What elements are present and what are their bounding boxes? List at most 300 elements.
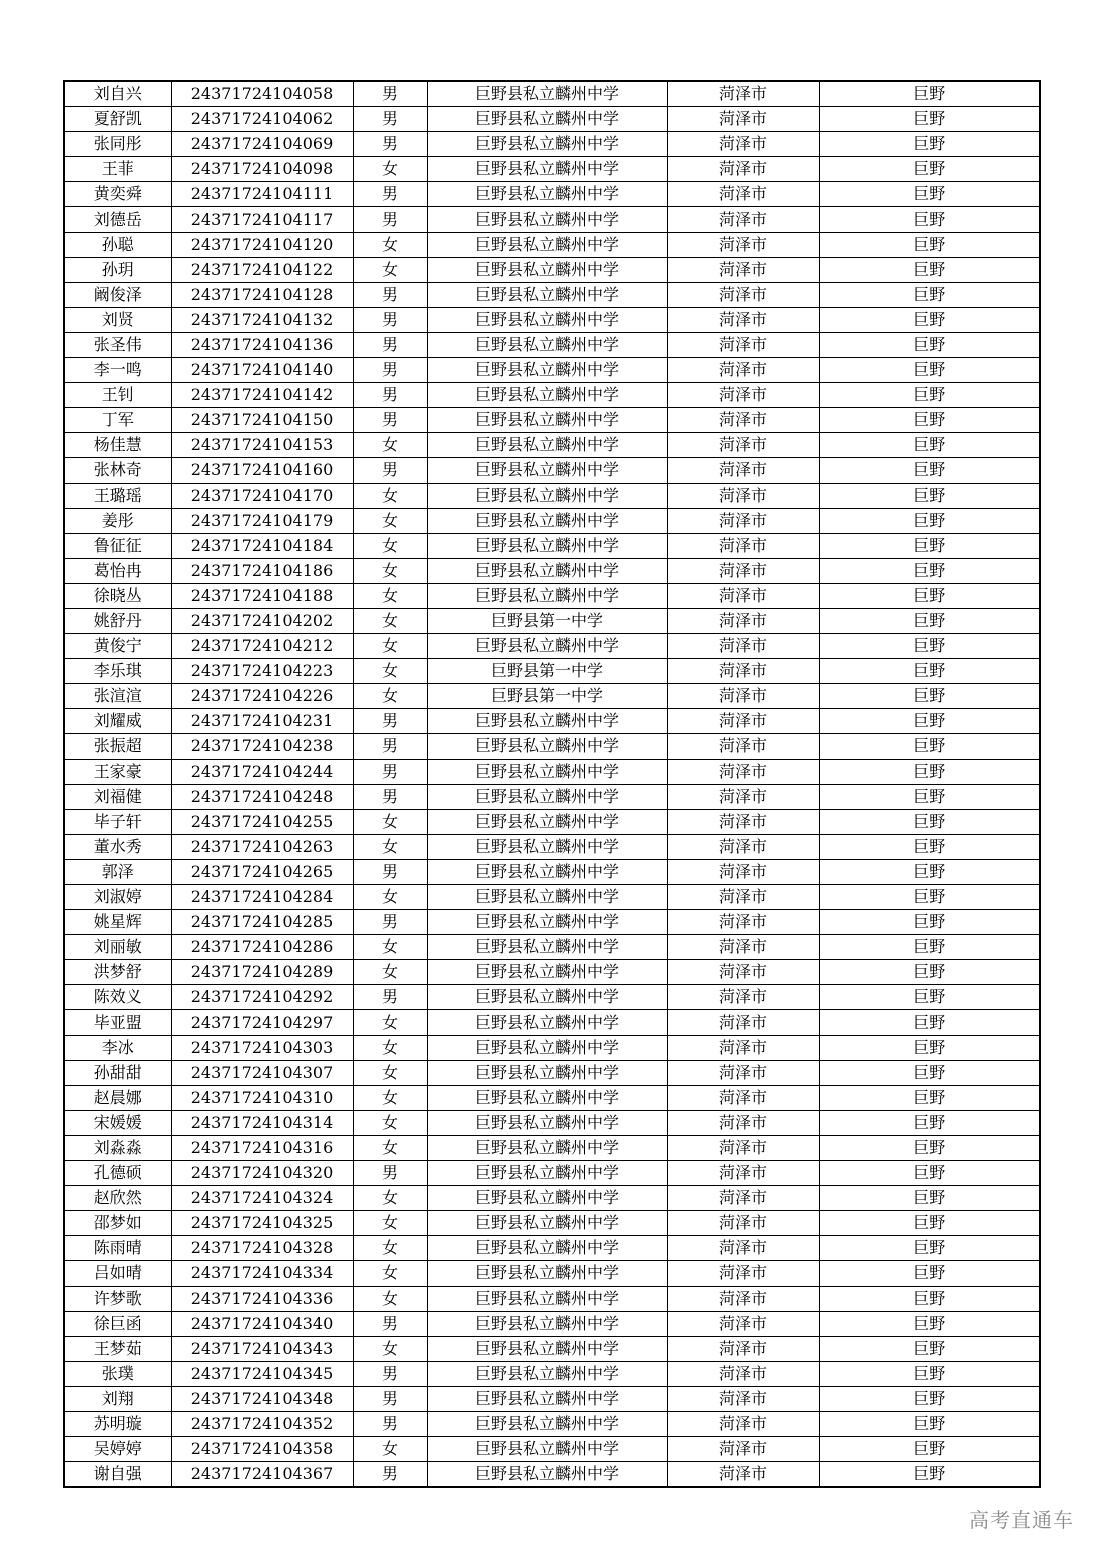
exam-id-cell: 24371724104284 xyxy=(171,885,353,910)
city-cell: 菏泽市 xyxy=(667,1437,819,1462)
student-name-cell: 刘福健 xyxy=(64,784,171,809)
student-name-cell: 丁军 xyxy=(64,408,171,433)
exam-id-cell: 24371724104334 xyxy=(171,1261,353,1286)
student-name-cell: 张林奇 xyxy=(64,458,171,483)
exam-id-cell: 24371724104316 xyxy=(171,1135,353,1160)
table-row xyxy=(64,558,1040,583)
school-cell: 巨野县第一中学 xyxy=(427,608,667,633)
student-name-cell: 宋媛媛 xyxy=(64,1110,171,1135)
county-cell: 巨野 xyxy=(819,809,1040,834)
county-cell: 巨野 xyxy=(819,558,1040,583)
gender-cell: 女 xyxy=(353,558,427,583)
exam-id-cell: 24371724104263 xyxy=(171,834,353,859)
county-cell: 巨野 xyxy=(819,608,1040,633)
city-cell: 菏泽市 xyxy=(667,1411,819,1436)
exam-id-cell: 24371724104058 xyxy=(171,81,353,107)
table-row xyxy=(64,81,1040,107)
gender-cell: 女 xyxy=(353,834,427,859)
county-cell: 巨野 xyxy=(819,1085,1040,1110)
gender-cell: 女 xyxy=(353,533,427,558)
city-cell: 菏泽市 xyxy=(667,734,819,759)
exam-id-cell: 24371724104244 xyxy=(171,759,353,784)
county-cell: 巨野 xyxy=(819,1060,1040,1085)
county-cell: 巨野 xyxy=(819,759,1040,784)
student-name-cell: 邵梦如 xyxy=(64,1211,171,1236)
school-cell: 巨野县私立麟州中学 xyxy=(427,358,667,383)
school-cell: 巨野县私立麟州中学 xyxy=(427,910,667,935)
county-cell: 巨野 xyxy=(819,433,1040,458)
gender-cell: 男 xyxy=(353,132,427,157)
exam-id-cell: 24371724104248 xyxy=(171,784,353,809)
student-name-cell: 刘贤 xyxy=(64,307,171,332)
student-name-cell: 谢自强 xyxy=(64,1462,171,1488)
table-row xyxy=(64,107,1040,132)
school-cell: 巨野县私立麟州中学 xyxy=(427,332,667,357)
table-row xyxy=(64,282,1040,307)
student-name-cell: 姜彤 xyxy=(64,508,171,533)
gender-cell: 女 xyxy=(353,960,427,985)
gender-cell: 女 xyxy=(353,483,427,508)
gender-cell: 女 xyxy=(353,659,427,684)
school-cell: 巨野县私立麟州中学 xyxy=(427,1411,667,1436)
table-row xyxy=(64,307,1040,332)
school-cell: 巨野县私立麟州中学 xyxy=(427,1035,667,1060)
city-cell: 菏泽市 xyxy=(667,910,819,935)
gender-cell: 女 xyxy=(353,608,427,633)
city-cell: 菏泽市 xyxy=(667,1361,819,1386)
gender-cell: 男 xyxy=(353,383,427,408)
city-cell: 菏泽市 xyxy=(667,1135,819,1160)
gender-cell: 女 xyxy=(353,1110,427,1135)
student-name-cell: 张同彤 xyxy=(64,132,171,157)
school-cell: 巨野县私立麟州中学 xyxy=(427,132,667,157)
table-row xyxy=(64,533,1040,558)
county-cell: 巨野 xyxy=(819,232,1040,257)
county-cell: 巨野 xyxy=(819,1411,1040,1436)
exam-id-cell: 24371724104231 xyxy=(171,709,353,734)
county-cell: 巨野 xyxy=(819,157,1040,182)
table-row xyxy=(64,1035,1040,1060)
city-cell: 菏泽市 xyxy=(667,1462,819,1488)
county-cell: 巨野 xyxy=(819,1361,1040,1386)
gender-cell: 男 xyxy=(353,408,427,433)
school-cell: 巨野县私立麟州中学 xyxy=(427,383,667,408)
table-row xyxy=(64,659,1040,684)
county-cell: 巨野 xyxy=(819,834,1040,859)
gender-cell: 男 xyxy=(353,458,427,483)
city-cell: 菏泽市 xyxy=(667,483,819,508)
table-row xyxy=(64,734,1040,759)
student-name-cell: 陈效义 xyxy=(64,985,171,1010)
table-row xyxy=(64,1186,1040,1211)
student-name-cell: 孙聪 xyxy=(64,232,171,257)
student-name-cell: 张圣伟 xyxy=(64,332,171,357)
student-name-cell: 王菲 xyxy=(64,157,171,182)
student-roster-table xyxy=(63,80,1041,1488)
city-cell: 菏泽市 xyxy=(667,709,819,734)
table-row xyxy=(64,834,1040,859)
table-row xyxy=(64,508,1040,533)
exam-id-cell: 24371724104142 xyxy=(171,383,353,408)
exam-id-cell: 24371724104336 xyxy=(171,1286,353,1311)
city-cell: 菏泽市 xyxy=(667,583,819,608)
exam-id-cell: 24371724104188 xyxy=(171,583,353,608)
county-cell: 巨野 xyxy=(819,935,1040,960)
exam-id-cell: 24371724104202 xyxy=(171,608,353,633)
gender-cell: 男 xyxy=(353,358,427,383)
student-name-cell: 王钊 xyxy=(64,383,171,408)
exam-id-cell: 24371724104062 xyxy=(171,107,353,132)
student-name-cell: 刘自兴 xyxy=(64,81,171,107)
gender-cell: 女 xyxy=(353,1060,427,1085)
exam-id-cell: 24371724104170 xyxy=(171,483,353,508)
gender-cell: 女 xyxy=(353,232,427,257)
gender-cell: 男 xyxy=(353,207,427,232)
student-name-cell: 陈雨晴 xyxy=(64,1236,171,1261)
student-name-cell: 夏舒凯 xyxy=(64,107,171,132)
gender-cell: 女 xyxy=(353,1336,427,1361)
gender-cell: 女 xyxy=(353,157,427,182)
city-cell: 菏泽市 xyxy=(667,935,819,960)
gender-cell: 男 xyxy=(353,734,427,759)
school-cell: 巨野县私立麟州中学 xyxy=(427,1386,667,1411)
gender-cell: 男 xyxy=(353,1411,427,1436)
student-name-cell: 吴婷婷 xyxy=(64,1437,171,1462)
school-cell: 巨野县私立麟州中学 xyxy=(427,1437,667,1462)
county-cell: 巨野 xyxy=(819,332,1040,357)
school-cell: 巨野县私立麟州中学 xyxy=(427,408,667,433)
table-row xyxy=(64,709,1040,734)
school-cell: 巨野县私立麟州中学 xyxy=(427,257,667,282)
student-name-cell: 吕如晴 xyxy=(64,1261,171,1286)
gender-cell: 男 xyxy=(353,1462,427,1488)
gender-cell: 男 xyxy=(353,1161,427,1186)
table-row xyxy=(64,759,1040,784)
school-cell: 巨野县私立麟州中学 xyxy=(427,508,667,533)
student-name-cell: 苏明璇 xyxy=(64,1411,171,1436)
city-cell: 菏泽市 xyxy=(667,608,819,633)
student-name-cell: 黄俊宁 xyxy=(64,634,171,659)
city-cell: 菏泽市 xyxy=(667,132,819,157)
city-cell: 菏泽市 xyxy=(667,533,819,558)
student-name-cell: 孔德硕 xyxy=(64,1161,171,1186)
exam-id-cell: 24371724104328 xyxy=(171,1236,353,1261)
gender-cell: 男 xyxy=(353,709,427,734)
county-cell: 巨野 xyxy=(819,1336,1040,1361)
gender-cell: 男 xyxy=(353,182,427,207)
table-row xyxy=(64,859,1040,884)
exam-id-cell: 24371724104111 xyxy=(171,182,353,207)
gender-cell: 女 xyxy=(353,1085,427,1110)
county-cell: 巨野 xyxy=(819,684,1040,709)
gender-cell: 男 xyxy=(353,1311,427,1336)
gender-cell: 女 xyxy=(353,1261,427,1286)
student-name-cell: 王璐瑶 xyxy=(64,483,171,508)
county-cell: 巨野 xyxy=(819,1286,1040,1311)
student-name-cell: 孙甜甜 xyxy=(64,1060,171,1085)
county-cell: 巨野 xyxy=(819,634,1040,659)
county-cell: 巨野 xyxy=(819,307,1040,332)
table-row xyxy=(64,935,1040,960)
school-cell: 巨野县私立麟州中学 xyxy=(427,1010,667,1035)
city-cell: 菏泽市 xyxy=(667,759,819,784)
gender-cell: 男 xyxy=(353,107,427,132)
gender-cell: 女 xyxy=(353,508,427,533)
student-name-cell: 李乐琪 xyxy=(64,659,171,684)
table-row xyxy=(64,1085,1040,1110)
table-row xyxy=(64,458,1040,483)
gender-cell: 男 xyxy=(353,282,427,307)
city-cell: 菏泽市 xyxy=(667,182,819,207)
exam-id-cell: 24371724104120 xyxy=(171,232,353,257)
city-cell: 菏泽市 xyxy=(667,859,819,884)
student-name-cell: 董水秀 xyxy=(64,834,171,859)
table-row xyxy=(64,358,1040,383)
student-name-cell: 杨佳慧 xyxy=(64,433,171,458)
gender-cell: 女 xyxy=(353,1035,427,1060)
table-row xyxy=(64,1386,1040,1411)
school-cell: 巨野县私立麟州中学 xyxy=(427,307,667,332)
table-row xyxy=(64,1236,1040,1261)
school-cell: 巨野县第一中学 xyxy=(427,659,667,684)
county-cell: 巨野 xyxy=(819,81,1040,107)
student-name-cell: 张渲渲 xyxy=(64,684,171,709)
county-cell: 巨野 xyxy=(819,1437,1040,1462)
school-cell: 巨野县私立麟州中学 xyxy=(427,533,667,558)
gender-cell: 女 xyxy=(353,809,427,834)
student-name-cell: 徐晓丛 xyxy=(64,583,171,608)
gender-cell: 男 xyxy=(353,81,427,107)
city-cell: 菏泽市 xyxy=(667,809,819,834)
table-row xyxy=(64,608,1040,633)
county-cell: 巨野 xyxy=(819,859,1040,884)
school-cell: 巨野县私立麟州中学 xyxy=(427,634,667,659)
exam-id-cell: 24371724104128 xyxy=(171,282,353,307)
exam-id-cell: 24371724104255 xyxy=(171,809,353,834)
exam-id-cell: 24371724104310 xyxy=(171,1085,353,1110)
county-cell: 巨野 xyxy=(819,910,1040,935)
county-cell: 巨野 xyxy=(819,483,1040,508)
student-name-cell: 李一鸣 xyxy=(64,358,171,383)
student-name-cell: 徐巨函 xyxy=(64,1311,171,1336)
table-row xyxy=(64,257,1040,282)
student-name-cell: 姚舒丹 xyxy=(64,608,171,633)
student-name-cell: 许梦歌 xyxy=(64,1286,171,1311)
student-name-cell: 郭泽 xyxy=(64,859,171,884)
student-name-cell: 黄奕舜 xyxy=(64,182,171,207)
exam-id-cell: 24371724104352 xyxy=(171,1411,353,1436)
city-cell: 菏泽市 xyxy=(667,358,819,383)
city-cell: 菏泽市 xyxy=(667,1110,819,1135)
student-name-cell: 刘淑婷 xyxy=(64,885,171,910)
city-cell: 菏泽市 xyxy=(667,157,819,182)
school-cell: 巨野县私立麟州中学 xyxy=(427,282,667,307)
table-row xyxy=(64,784,1040,809)
school-cell: 巨野县私立麟州中学 xyxy=(427,1462,667,1488)
gender-cell: 女 xyxy=(353,1437,427,1462)
gender-cell: 男 xyxy=(353,859,427,884)
city-cell: 菏泽市 xyxy=(667,207,819,232)
city-cell: 菏泽市 xyxy=(667,885,819,910)
exam-id-cell: 24371724104285 xyxy=(171,910,353,935)
table-row xyxy=(64,1060,1040,1085)
school-cell: 巨野县私立麟州中学 xyxy=(427,1336,667,1361)
county-cell: 巨野 xyxy=(819,659,1040,684)
school-cell: 巨野县私立麟州中学 xyxy=(427,1110,667,1135)
gender-cell: 女 xyxy=(353,935,427,960)
city-cell: 菏泽市 xyxy=(667,81,819,107)
gender-cell: 女 xyxy=(353,634,427,659)
student-name-cell: 毕亚盟 xyxy=(64,1010,171,1035)
city-cell: 菏泽市 xyxy=(667,232,819,257)
city-cell: 菏泽市 xyxy=(667,383,819,408)
county-cell: 巨野 xyxy=(819,1035,1040,1060)
school-cell: 巨野县私立麟州中学 xyxy=(427,1286,667,1311)
city-cell: 菏泽市 xyxy=(667,1035,819,1060)
exam-id-cell: 24371724104325 xyxy=(171,1211,353,1236)
exam-id-cell: 24371724104153 xyxy=(171,433,353,458)
gender-cell: 女 xyxy=(353,1236,427,1261)
gender-cell: 男 xyxy=(353,985,427,1010)
table-row xyxy=(64,985,1040,1010)
city-cell: 菏泽市 xyxy=(667,1386,819,1411)
table-row xyxy=(64,182,1040,207)
gender-cell: 女 xyxy=(353,1135,427,1160)
gender-cell: 女 xyxy=(353,1010,427,1035)
table-row xyxy=(64,910,1040,935)
student-name-cell: 张振超 xyxy=(64,734,171,759)
city-cell: 菏泽市 xyxy=(667,1286,819,1311)
student-name-cell: 张璞 xyxy=(64,1361,171,1386)
table-row xyxy=(64,1411,1040,1436)
table-row xyxy=(64,684,1040,709)
city-cell: 菏泽市 xyxy=(667,784,819,809)
exam-id-cell: 24371724104348 xyxy=(171,1386,353,1411)
county-cell: 巨野 xyxy=(819,1135,1040,1160)
student-name-cell: 李冰 xyxy=(64,1035,171,1060)
table-row xyxy=(64,232,1040,257)
student-name-cell: 毕子轩 xyxy=(64,809,171,834)
exam-id-cell: 24371724104265 xyxy=(171,859,353,884)
county-cell: 巨野 xyxy=(819,1010,1040,1035)
table-row xyxy=(64,583,1040,608)
school-cell: 巨野县私立麟州中学 xyxy=(427,157,667,182)
county-cell: 巨野 xyxy=(819,1311,1040,1336)
gender-cell: 男 xyxy=(353,307,427,332)
county-cell: 巨野 xyxy=(819,408,1040,433)
school-cell: 巨野县私立麟州中学 xyxy=(427,935,667,960)
city-cell: 菏泽市 xyxy=(667,659,819,684)
county-cell: 巨野 xyxy=(819,282,1040,307)
exam-id-cell: 24371724104289 xyxy=(171,960,353,985)
table-row xyxy=(64,1261,1040,1286)
exam-id-cell: 24371724104122 xyxy=(171,257,353,282)
table-row xyxy=(64,132,1040,157)
school-cell: 巨野县私立麟州中学 xyxy=(427,1161,667,1186)
gender-cell: 男 xyxy=(353,332,427,357)
gender-cell: 女 xyxy=(353,1186,427,1211)
school-cell: 巨野县私立麟州中学 xyxy=(427,433,667,458)
gender-cell: 男 xyxy=(353,1361,427,1386)
school-cell: 巨野县私立麟州中学 xyxy=(427,709,667,734)
school-cell: 巨野县私立麟州中学 xyxy=(427,207,667,232)
school-cell: 巨野县私立麟州中学 xyxy=(427,759,667,784)
county-cell: 巨野 xyxy=(819,1462,1040,1488)
city-cell: 菏泽市 xyxy=(667,508,819,533)
city-cell: 菏泽市 xyxy=(667,834,819,859)
table-row xyxy=(64,332,1040,357)
table-row xyxy=(64,1135,1040,1160)
exam-id-cell: 24371724104069 xyxy=(171,132,353,157)
gender-cell: 女 xyxy=(353,1286,427,1311)
school-cell: 巨野县第一中学 xyxy=(427,684,667,709)
table-row xyxy=(64,207,1040,232)
city-cell: 菏泽市 xyxy=(667,1236,819,1261)
school-cell: 巨野县私立麟州中学 xyxy=(427,1135,667,1160)
table-row xyxy=(64,1336,1040,1361)
city-cell: 菏泽市 xyxy=(667,458,819,483)
exam-id-cell: 24371724104098 xyxy=(171,157,353,182)
city-cell: 菏泽市 xyxy=(667,1085,819,1110)
county-cell: 巨野 xyxy=(819,458,1040,483)
student-name-cell: 赵晨娜 xyxy=(64,1085,171,1110)
student-name-cell: 洪梦舒 xyxy=(64,960,171,985)
student-name-cell: 刘耀威 xyxy=(64,709,171,734)
city-cell: 菏泽市 xyxy=(667,684,819,709)
table-row xyxy=(64,433,1040,458)
student-name-cell: 刘翔 xyxy=(64,1386,171,1411)
exam-id-cell: 24371724104132 xyxy=(171,307,353,332)
city-cell: 菏泽市 xyxy=(667,307,819,332)
table-row xyxy=(64,1311,1040,1336)
city-cell: 菏泽市 xyxy=(667,433,819,458)
county-cell: 巨野 xyxy=(819,960,1040,985)
student-name-cell: 赵欣然 xyxy=(64,1186,171,1211)
school-cell: 巨野县私立麟州中学 xyxy=(427,1186,667,1211)
exam-id-cell: 24371724104303 xyxy=(171,1035,353,1060)
city-cell: 菏泽市 xyxy=(667,634,819,659)
city-cell: 菏泽市 xyxy=(667,1311,819,1336)
school-cell: 巨野县私立麟州中学 xyxy=(427,1311,667,1336)
student-name-cell: 刘丽敏 xyxy=(64,935,171,960)
school-cell: 巨野县私立麟州中学 xyxy=(427,985,667,1010)
exam-id-cell: 24371724104226 xyxy=(171,684,353,709)
county-cell: 巨野 xyxy=(819,107,1040,132)
city-cell: 菏泽市 xyxy=(667,1211,819,1236)
gender-cell: 男 xyxy=(353,784,427,809)
roster-body xyxy=(64,81,1040,1487)
school-cell: 巨野县私立麟州中学 xyxy=(427,182,667,207)
table-row xyxy=(64,634,1040,659)
school-cell: 巨野县私立麟州中学 xyxy=(427,483,667,508)
school-cell: 巨野县私立麟州中学 xyxy=(427,809,667,834)
table-row xyxy=(64,1161,1040,1186)
county-cell: 巨野 xyxy=(819,132,1040,157)
exam-id-cell: 24371724104358 xyxy=(171,1437,353,1462)
school-cell: 巨野县私立麟州中学 xyxy=(427,1085,667,1110)
exam-id-cell: 24371724104343 xyxy=(171,1336,353,1361)
gender-cell: 女 xyxy=(353,433,427,458)
school-cell: 巨野县私立麟州中学 xyxy=(427,81,667,107)
table-row xyxy=(64,1110,1040,1135)
exam-id-cell: 24371724104307 xyxy=(171,1060,353,1085)
exam-id-cell: 24371724104314 xyxy=(171,1110,353,1135)
city-cell: 菏泽市 xyxy=(667,1060,819,1085)
school-cell: 巨野县私立麟州中学 xyxy=(427,458,667,483)
exam-id-cell: 24371724104136 xyxy=(171,332,353,357)
table-row xyxy=(64,960,1040,985)
county-cell: 巨野 xyxy=(819,1236,1040,1261)
